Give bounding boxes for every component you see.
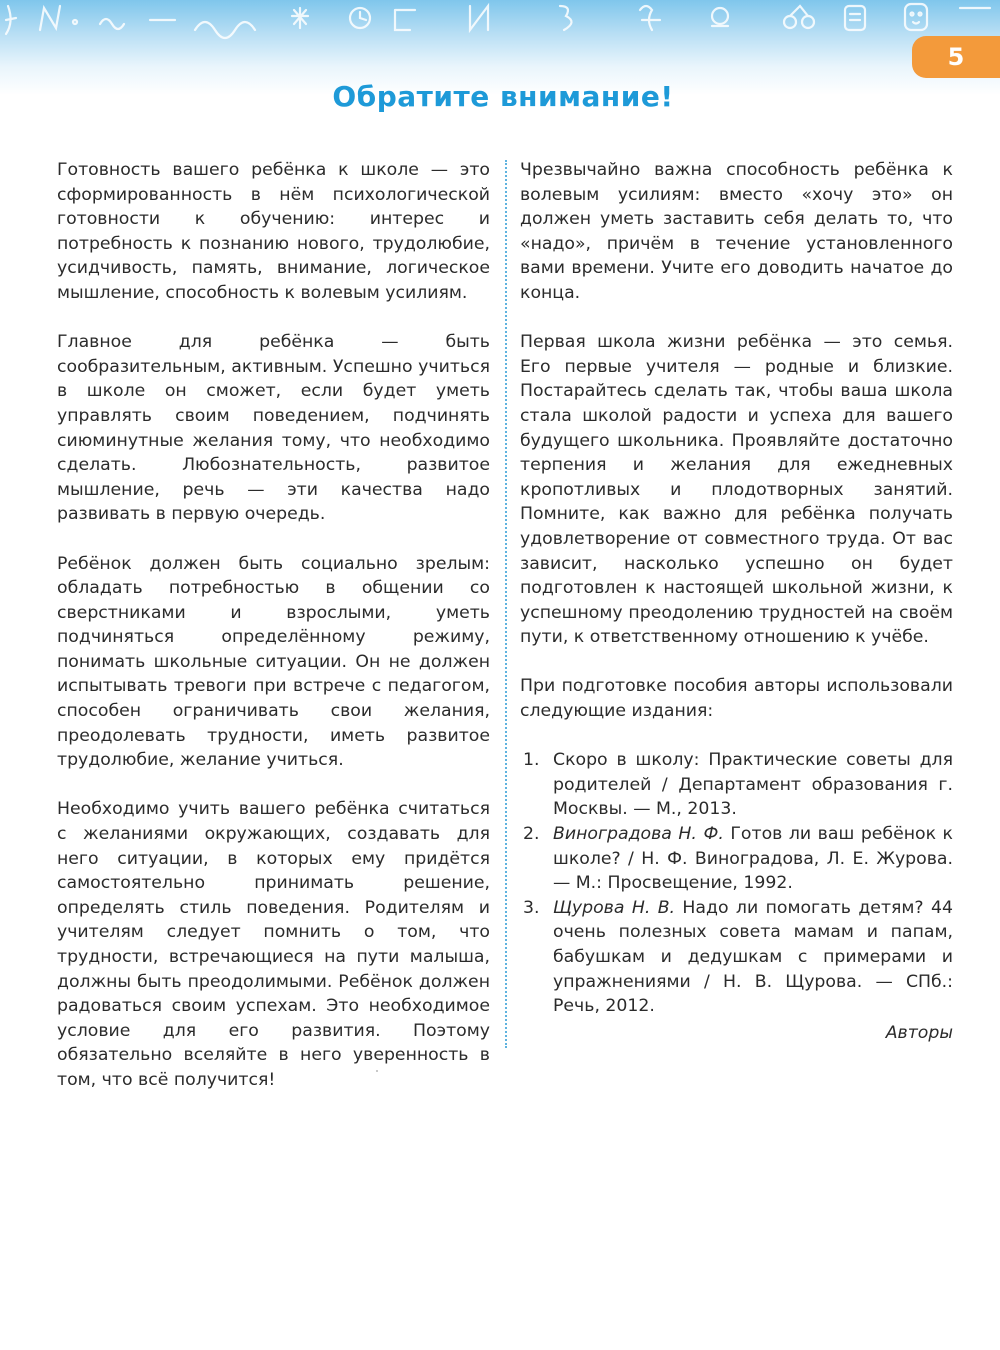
paragraph: Главное для ребёнка — быть сообразительным, активным. Успешно учиться в школе он сможет, если будет уметь управлять своим поведением, подчинять сиюминутные желания тому, что необходимо сделать. Любознательность, развитое мышление, речь — эти качества надо развивать в первую очередь. (57, 332, 490, 525)
paragraph: При подготовке пособия авторы использовали следующие издания: (520, 676, 953, 722)
references-list (520, 748, 953, 1019)
authors-signature: Авторы (885, 1022, 953, 1043)
reference-item (520, 748, 953, 822)
paragraph: Чрезвычайно важна способность ребёнка к волевым усилиям: вместо «хочу это» он должен уметь заставить себя делать то, что «надо», причём в течение установленного вами времени. Учите его доводить начатое до конца. (520, 160, 953, 303)
column-divider (505, 160, 507, 1048)
reference-number: 2. (523, 824, 540, 845)
reference-author: Виноградова Н. Ф. (553, 824, 724, 845)
reference-number: 3. (523, 897, 540, 918)
page-number-badge (912, 36, 1000, 78)
scan-speck (376, 1070, 378, 1072)
reference-text: Готов ли ваш ребёнок к школе? / Н. Ф. Виноградова, Л. Е. Журова. — М.: Просвещение, 1992. (553, 824, 953, 894)
paragraph: Первая школа жизни ребёнка — это семья. Его первые учителя — родные и близкие. Постарайтесь сделать так, чтобы ваша школа стала школой радости и успеха для вашего будущего школьника. Проявляйте достаточно терпения и желания для ежедневных кропотливых и плодотворных занятий. Помните, как важно для ребёнка получать удовлетворение от совместного труда. От вас зависит, насколько успешно он будет подготовлен к настоящей школьной жизни, к успешному преодолению трудностей на своём пути, к ответственному отношению к учёбе. (520, 332, 953, 648)
right-column (520, 158, 953, 1045)
left-column (57, 158, 490, 1117)
reference-author: Щурова Н. В. (553, 897, 676, 918)
reference-text: Скоро в школу: Практические советы для родителей / Департамент образования г. Москвы. — М., 2013. (553, 750, 953, 820)
reference-item (520, 822, 953, 896)
reference-number: 1. (523, 750, 540, 771)
page-number: 5 (947, 43, 965, 71)
paragraph: Готовность вашего ребёнка к школе — это сформированность в нём психологической готовности к обучению: интерес и потребность к познанию нового, трудолюбие, усидчивость, память, внимание, логическое мышление, способность к волевым усилиям. (57, 160, 490, 303)
paragraph: Ребёнок должен быть социально зрелым: обладать потребностью в общении со сверстниками и взрослыми, уметь подчиняться определённому режиму, понимать школьные ситуации. Он не должен испытывать тревоги при встрече с педагогом, способен ограничивать свои желания, преодолевать трудности, иметь развитое трудолюбие, желание учиться. (57, 553, 490, 771)
reference-text: Надо ли помогать детям? 44 очень полезных совета мамам и папам, бабушкам и дедушкам с примерами и упражнениями / Н. В. Щурова. — СПб.: Речь, 2012. (553, 897, 953, 1017)
paragraph: Необходимо учить вашего ребёнка считаться с желаниями окружающих, создавать для него ситуации, в которых ему придётся самостоятельно принимать решение, определять стиль поведения. Родителям и учителям следует помнить о том, что трудности, встречающиеся на пути малыша, должны быть преодолимыми. Ребёнок должен радоваться своим успехам. Это необходимое условие для его развития. Поэтому обязательно вселяйте в него уверенность в том, что всё получится! (57, 799, 490, 1090)
reference-item (520, 896, 953, 1019)
page-title: Обратите внимание! (332, 80, 674, 113)
